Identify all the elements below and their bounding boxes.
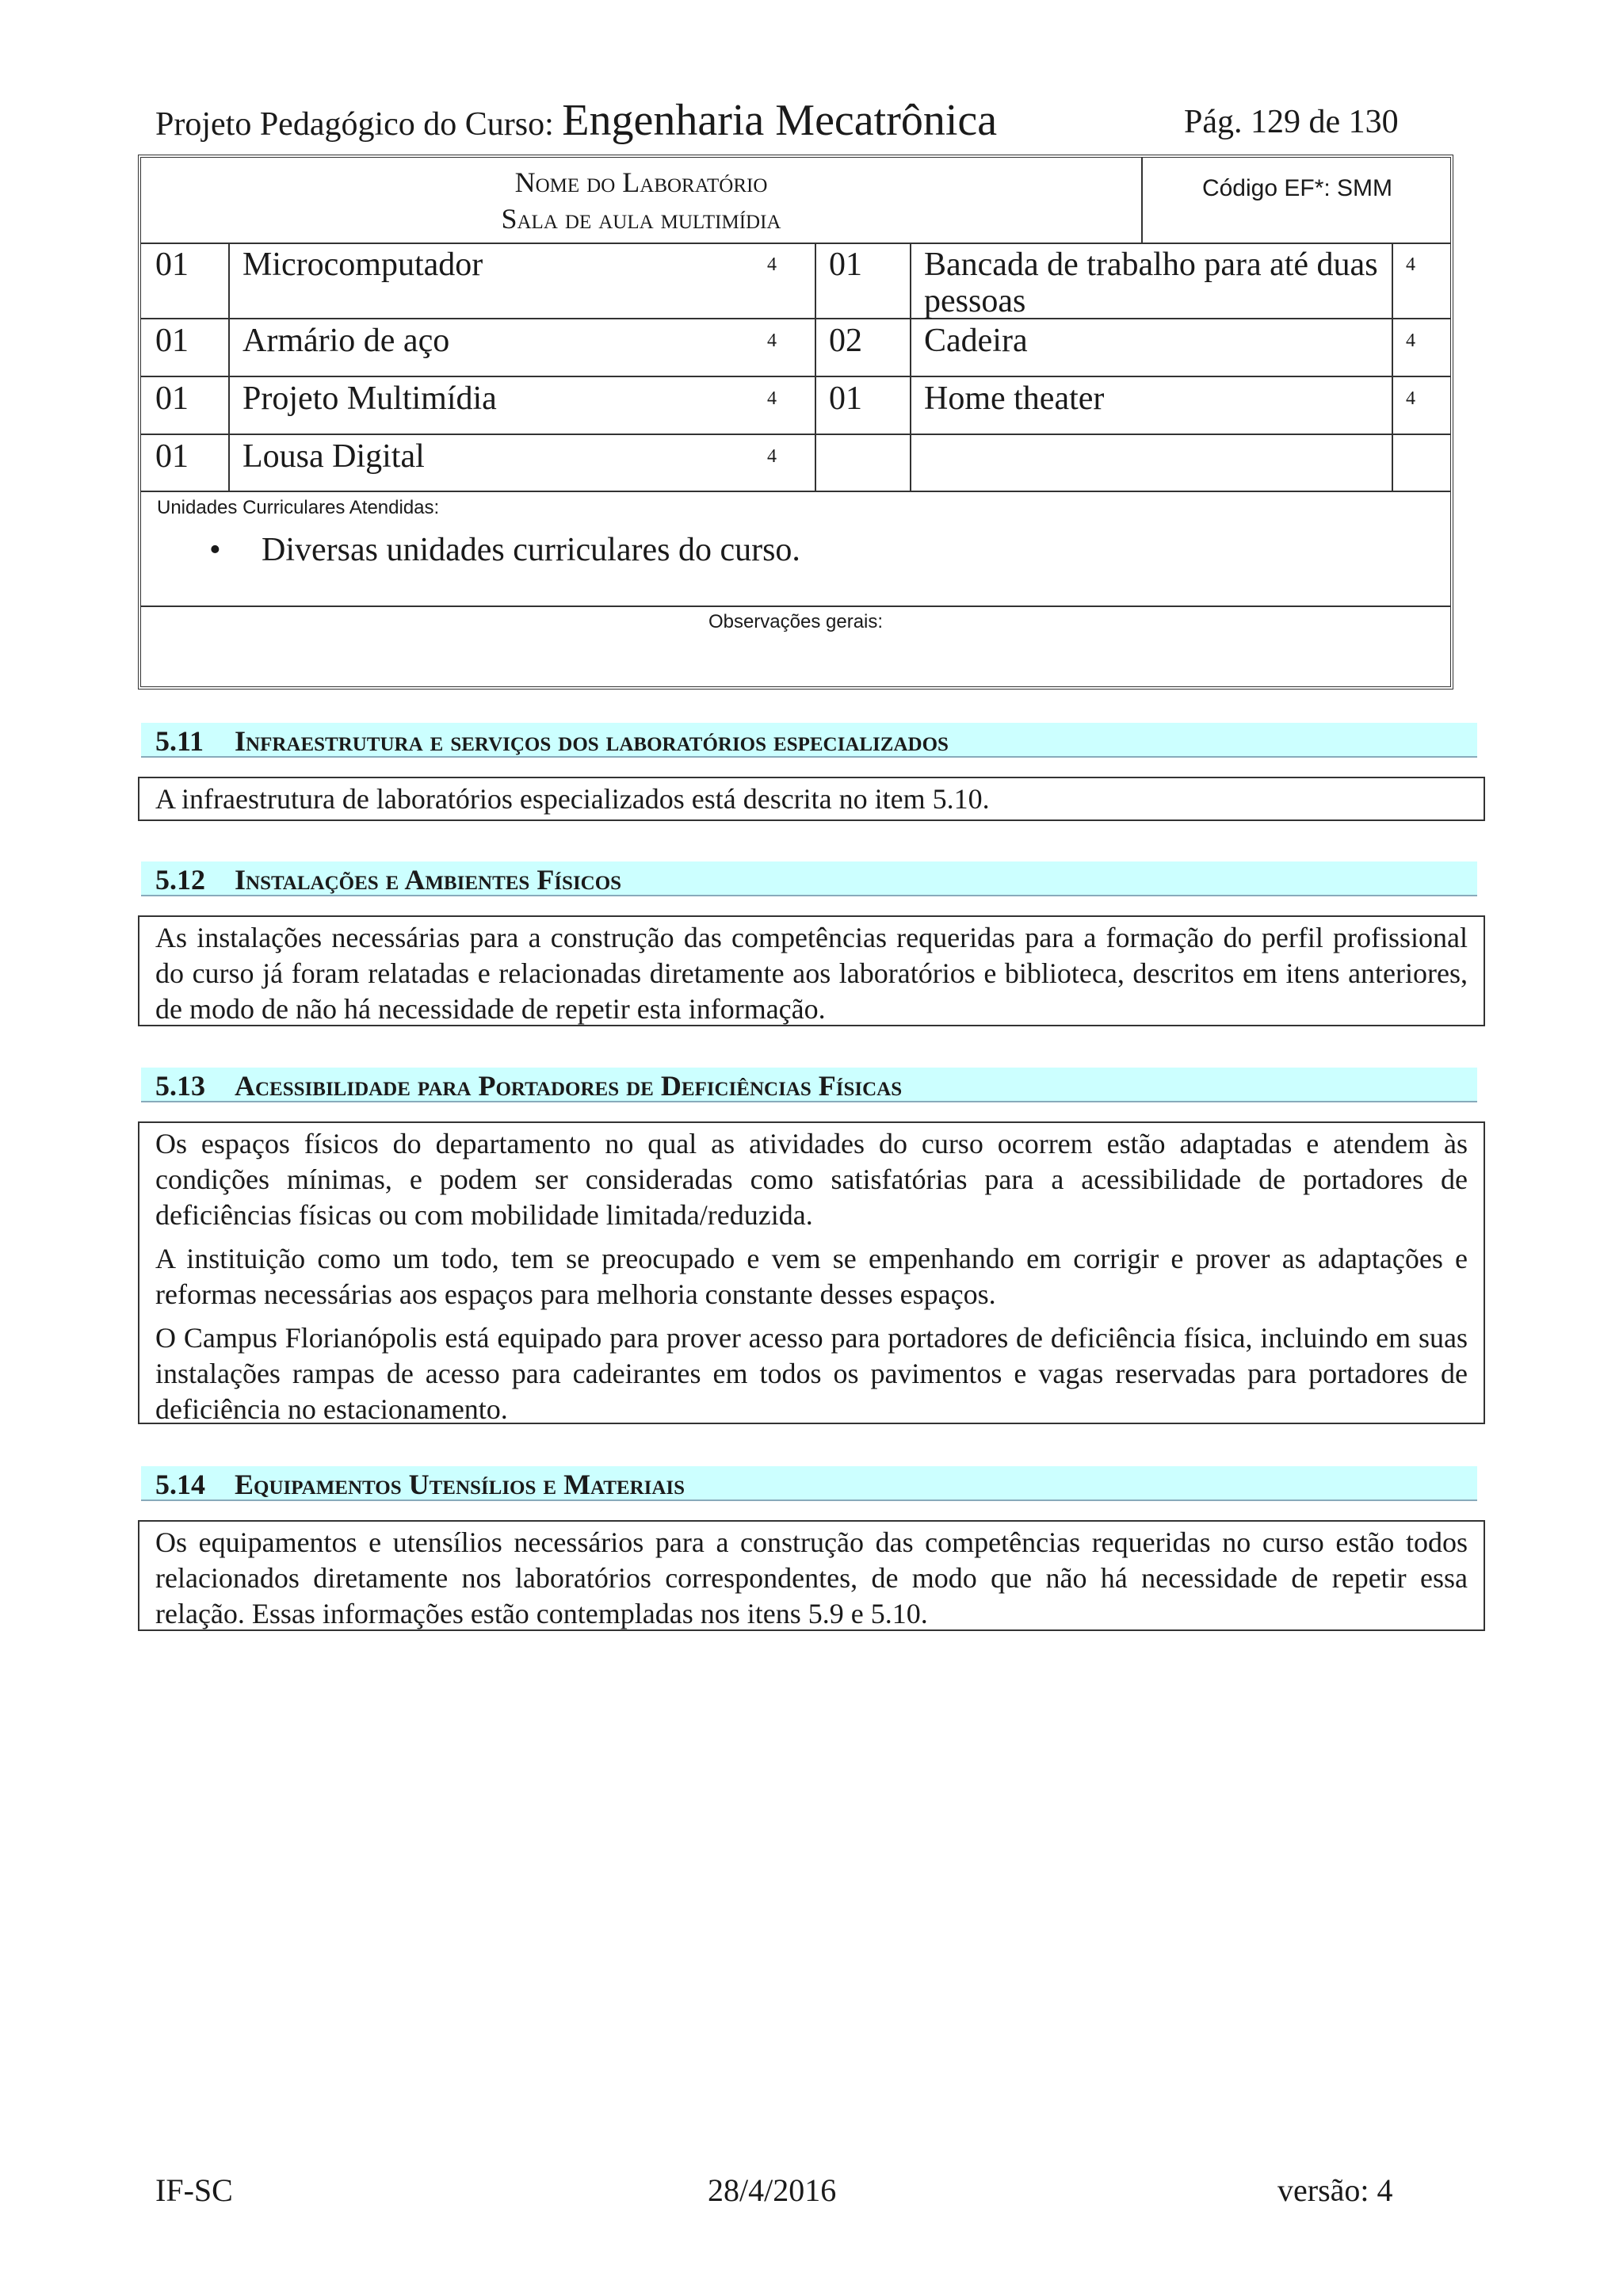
row-1-sup-b: 4 <box>1406 254 1415 275</box>
grid-line <box>1392 243 1393 491</box>
row-1-qty-a: 01 <box>155 246 189 283</box>
footer-version: versão: 4 <box>1277 2172 1393 2208</box>
section-body-5-14 <box>138 1520 1485 1631</box>
footer-date: 28/4/2016 <box>708 2172 837 2208</box>
section-body-5-13 <box>138 1121 1485 1424</box>
section-heading-5-11 <box>141 723 1477 758</box>
section-number: 5.13 <box>155 1070 205 1102</box>
curricular-units-item <box>209 530 800 570</box>
grid-line <box>815 243 816 491</box>
row-3-item-a: Projeto Multimídia <box>242 380 497 417</box>
row-2-item-a: Armário de aço <box>242 323 450 359</box>
row-2-qty-a: 01 <box>155 323 189 359</box>
section-title: Acessibilidade para Portadores de Deficiências Físicas <box>235 1070 903 1102</box>
row-4-qty-a: 01 <box>155 438 189 475</box>
section-paragraph: As instalações necessárias para a construção das competências requeridas para a formação do perfil profissional do curso já foram relatadas e relacionadas diretamente aos laboratórios e biblioteca, descritos em itens anteriores, de modo de não há necessidade de repetir esta informação. <box>155 922 1468 1025</box>
row-3-item-b: Home theater <box>924 380 1105 417</box>
row-4-sup-a: 4 <box>767 446 777 467</box>
row-1-qty-b: 01 <box>829 246 862 283</box>
grid-line <box>141 434 1450 435</box>
section-number: 5.14 <box>155 1469 205 1500</box>
section-number: 5.11 <box>155 725 204 757</box>
section-paragraph: A infraestrutura de laboratórios especializados está descrita no item 5.10. <box>155 783 990 815</box>
row-2-qty-b: 02 <box>829 323 862 359</box>
row-3-qty-b: 01 <box>829 380 862 417</box>
section-body-5-11 <box>138 777 1485 821</box>
section-paragraph: Os espaços físicos do departamento no qual as atividades do curso ocorrem estão adaptadas e atendem às condições mínimas, e podem ser consideradas como satisfatórias para a acessibilidade de portadores de deficiências físicas ou com mobilidade limitada/reduzida. <box>155 1128 1468 1231</box>
row-1-item-b: Bancada de trabalho para até duas pessoas <box>924 246 1378 319</box>
page-number: Pág. 129 de 130 <box>1184 104 1399 140</box>
course-name: Engenharia Mecatrônica <box>562 96 998 145</box>
row-2-sup-a: 4 <box>767 330 777 351</box>
row-4-item-a: Lousa Digital <box>242 438 425 475</box>
row-1-sup-a: 4 <box>767 254 777 275</box>
lab-name-label: Nome do Laboratório <box>514 166 768 198</box>
grid-line <box>1141 158 1143 243</box>
grid-line <box>141 491 1450 492</box>
curricular-units-label: Unidades Curriculares Atendidas: <box>157 497 440 518</box>
curricular-unit-text: Diversas unidades curriculares do curso. <box>262 532 800 568</box>
row-1-item-a: Microcomputador <box>242 246 483 283</box>
grid-line <box>141 606 1450 607</box>
section-heading-5-13 <box>141 1068 1477 1102</box>
section-paragraph: O Campus Florianópolis está equipado para prover acesso para portadores de deficiência física, incluindo em suas instalações rampas de acesso para cadeirantes em todos os pavimentos e vagas reservadas para portadores de deficiência no estacionamento. <box>155 1322 1468 1425</box>
section-heading-5-12 <box>141 861 1477 896</box>
row-3-sup-b: 4 <box>1406 388 1415 409</box>
lab-table <box>138 155 1453 690</box>
section-title: Equipamentos Utensílios e Materiais <box>235 1469 685 1500</box>
grid-line <box>141 243 1450 244</box>
footer-institution: IF-SC <box>155 2172 233 2208</box>
bullet-icon: • <box>209 532 221 568</box>
section-heading-5-14 <box>141 1466 1477 1501</box>
row-2-item-b: Cadeira <box>924 323 1028 359</box>
section-body-5-12 <box>138 915 1485 1026</box>
row-3-sup-a: 4 <box>767 388 777 409</box>
section-title: Instalações e Ambientes Físicos <box>235 864 622 896</box>
section-number: 5.12 <box>155 864 205 896</box>
row-2-sup-b: 4 <box>1406 330 1415 351</box>
observations-label: Observações gerais: <box>708 611 884 632</box>
page-header-title <box>155 95 997 146</box>
header-label: Projeto Pedagógico do Curso: <box>155 106 563 143</box>
grid-line <box>141 376 1450 377</box>
grid-line <box>910 243 911 491</box>
lab-name-value: Sala de aula multimídia <box>501 203 781 235</box>
section-paragraph: Os equipamentos e utensílios necessários para a construção das competências requeridas no curso estão todos relacionados diretamente nos laboratórios correspondentes, de modo que não há necessidade de repetir essa relação. Essas informações estão contempladas nos itens 5.9 e 5.10. <box>155 1526 1468 1629</box>
section-paragraph: A instituição como um todo, tem se preocupado e vem se empenhando em corrigir e prover as adaptações e reformas necessárias aos espaços para melhoria constante desses espaços. <box>155 1243 1468 1310</box>
lab-title <box>141 164 1141 237</box>
grid-line <box>228 243 230 491</box>
row-3-qty-a: 01 <box>155 380 189 417</box>
lab-code: Código EF*: SMM <box>1201 175 1393 201</box>
section-title: Infraestrutura e serviços dos laboratórios especializados <box>235 725 949 757</box>
